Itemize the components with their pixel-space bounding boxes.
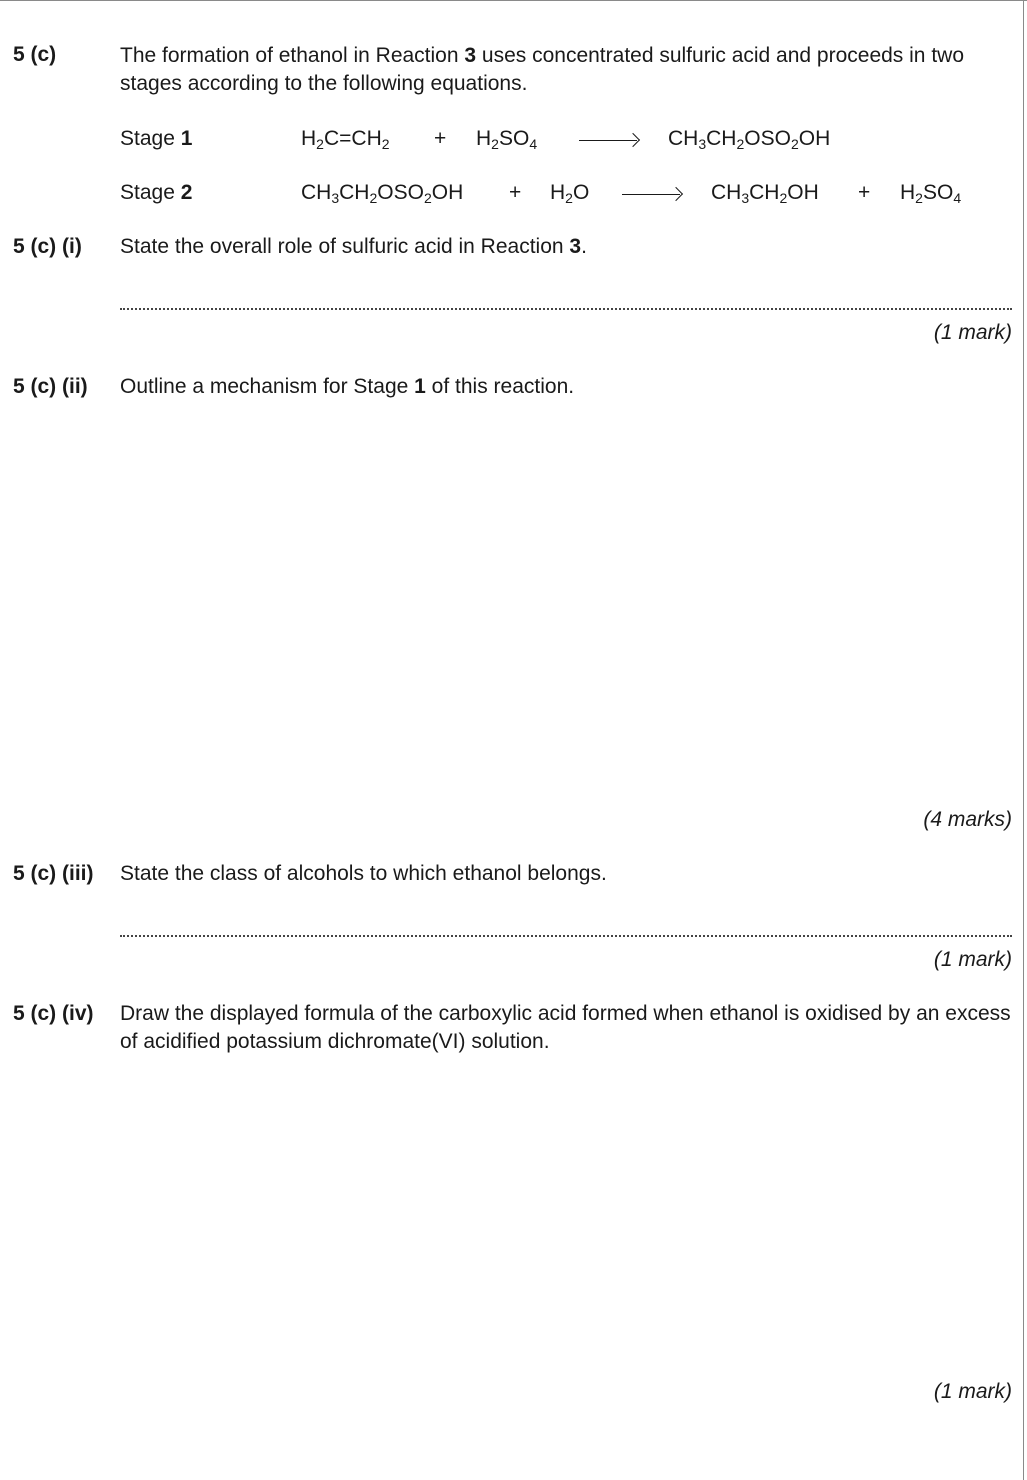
question-reaction-number: 3 <box>569 235 582 258</box>
formula-subscript: 2 <box>915 190 923 206</box>
stage-1-reactant-ethene <box>301 127 390 151</box>
stage-label-number: 1 <box>180 127 193 150</box>
formula-part: SO <box>498 127 530 150</box>
question-text-b: of this reaction. <box>425 375 575 398</box>
formula-part: C=CH <box>323 127 382 150</box>
marks-5ci: (1 mark) <box>933 321 1012 344</box>
formula-part: OSO <box>377 181 424 204</box>
formula-part: H <box>301 127 317 150</box>
formula-part: CH <box>749 181 780 204</box>
question-5ci-text <box>120 233 1012 261</box>
marks-5ciii: (1 mark) <box>933 948 1012 971</box>
stage-2-plus-2: + <box>858 181 871 204</box>
stage-1-plus: + <box>434 127 447 150</box>
stage-2-plus-1: + <box>509 181 522 204</box>
question-number-5c: 5 (c) <box>13 43 57 66</box>
formula-subscript: 3 <box>331 190 340 206</box>
intro-text-b: uses concentrated sulfuric acid and proceeds in two stages according to the following equations. <box>120 44 965 95</box>
formula-subscript: 2 <box>491 136 499 152</box>
answer-line-5ci[interactable] <box>120 308 1012 310</box>
intro-text-a: The formation of ethanol in Reaction <box>120 44 465 67</box>
question-number-5ci: 5 (c) (i) <box>13 235 82 258</box>
formula-part: H <box>550 181 566 204</box>
formula-subscript: 2 <box>369 190 378 206</box>
formula-subscript: 2 <box>779 190 788 206</box>
question-number-5cii: 5 (c) (ii) <box>13 375 88 398</box>
formula-part: H <box>900 181 916 204</box>
marks-5civ: (1 mark) <box>933 1380 1012 1403</box>
stage-label-text: Stage <box>120 181 181 204</box>
question-number-5ciii: 5 (c) (iii) <box>13 862 94 885</box>
stage-2-reaction-arrow <box>622 194 680 195</box>
stage-1-label <box>120 127 192 151</box>
question-5ciii-text: State the class of alcohols to which ethanol belongs. <box>120 862 607 885</box>
formula-subscript: 3 <box>741 190 750 206</box>
formula-part: OH <box>787 181 819 204</box>
formula-part: H <box>476 127 492 150</box>
answer-space-5civ[interactable] <box>120 1065 1012 1365</box>
stage-2-product-sulfuric-acid <box>900 181 961 205</box>
formula-subscript: 2 <box>381 136 390 152</box>
marks-5cii: (4 marks) <box>923 808 1012 831</box>
stage-1-product <box>668 127 830 151</box>
formula-part: CH <box>339 181 370 204</box>
answer-line-5ciii[interactable] <box>120 935 1012 937</box>
answer-space-5cii[interactable] <box>120 410 1012 800</box>
stage-1-reactant-sulfuric-acid <box>476 127 537 151</box>
page-border-right <box>1023 0 1024 1480</box>
formula-part: CH <box>301 181 332 204</box>
intro-reaction-number: 3 <box>464 44 477 67</box>
stage-2-product-ethanol <box>711 181 819 205</box>
stage-2-reactant-ester <box>301 181 463 205</box>
stage-1-reaction-arrow <box>579 140 637 141</box>
formula-subscript: 4 <box>529 136 538 152</box>
question-text-a: State the overall role of sulfuric acid in Reaction <box>120 235 570 258</box>
question-5c-intro <box>120 42 1012 98</box>
formula-part: SO <box>922 181 954 204</box>
formula-part: CH <box>711 181 742 204</box>
formula-subscript: 4 <box>953 190 962 206</box>
question-text-b: . <box>581 235 587 258</box>
formula-part: OH <box>798 127 831 150</box>
formula-subscript: 2 <box>316 136 324 152</box>
page-border-top <box>0 0 1027 1</box>
question-stage-number: 1 <box>414 375 426 398</box>
stage-2-label <box>120 181 192 205</box>
question-5cii-text <box>120 373 1012 401</box>
formula-subscript: 2 <box>790 136 799 152</box>
formula-subscript: 2 <box>736 136 745 152</box>
stage-label-text: Stage <box>120 127 181 150</box>
question-text-a: Outline a mechanism for Stage <box>120 375 415 398</box>
formula-part: O <box>572 181 590 204</box>
stage-label-number: 2 <box>180 181 193 204</box>
formula-subscript: 2 <box>423 190 432 206</box>
formula-part: OSO <box>744 127 791 150</box>
formula-part: CH <box>706 127 737 150</box>
formula-part: CH <box>668 127 699 150</box>
stage-2-reactant-water <box>550 181 589 205</box>
formula-subscript: 2 <box>565 190 573 206</box>
question-number-5civ: 5 (c) (iv) <box>13 1002 94 1025</box>
question-5civ-text: Draw the displayed formula of the carboxylic acid formed when ethanol is oxidised by an excess of acidified potassium dichromate(VI) solution. <box>120 1002 1011 1053</box>
formula-part: OH <box>431 181 464 204</box>
formula-subscript: 3 <box>698 136 707 152</box>
